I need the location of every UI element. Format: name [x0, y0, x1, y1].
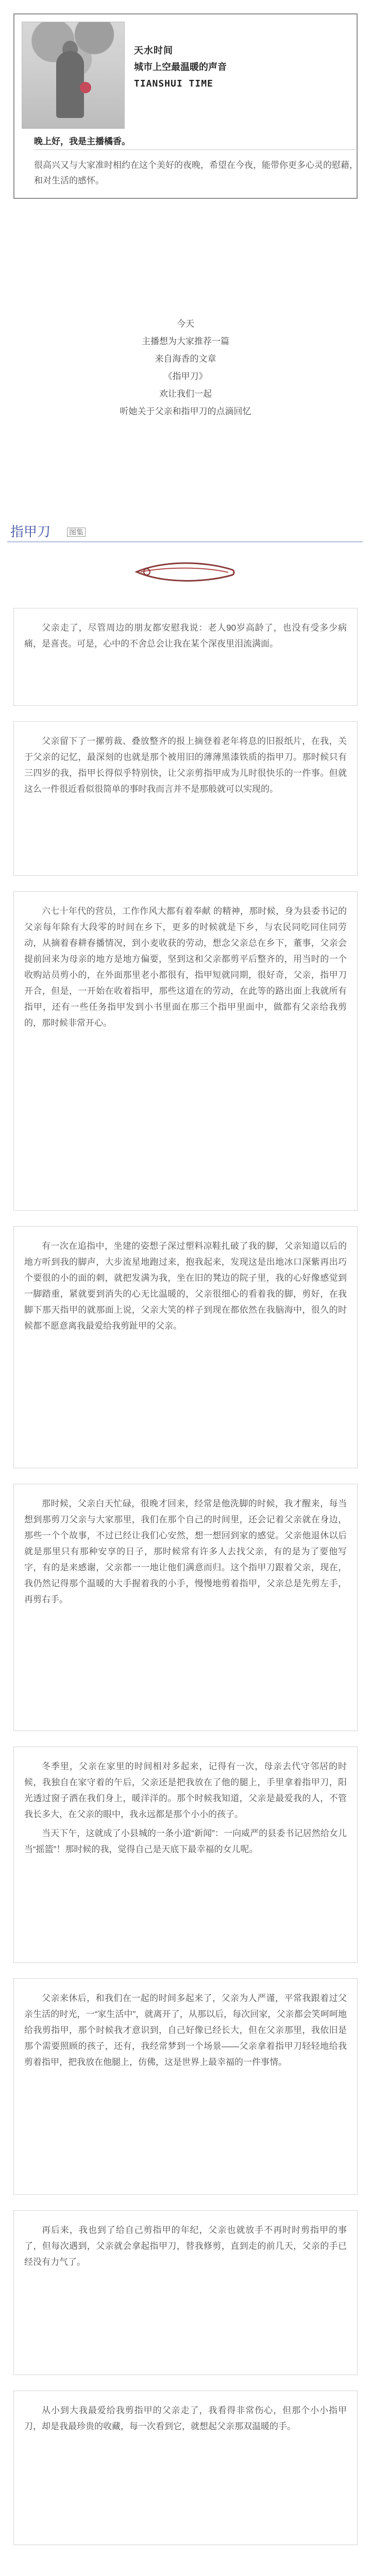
article-paragraph: 父亲走了，尽管周边的朋友都安慰我说：老人90岁高龄了，也没有受多少病痛，是喜丧。可是，心中的不舍总会让我在某个深夜里泪流满面。: [24, 623, 347, 649]
article-block: [13, 2391, 358, 2545]
intro-line: 今天: [177, 319, 194, 329]
host-greeting: 晚上好，我是主播橘香。: [34, 137, 130, 146]
article-paragraph: 冬季里，父亲在家里的时间相对多起来，记得有一次，母亲去代守邻居的时候，我独自在家守着的午后，父亲还是把我放在了他的腿上，手里拿着指甲刀，阳光透过窗子洒在我们身上，暖洋洋的。那个时候我知道，父亲是最爱我的人，不管我长多大，在父亲的眼中，我永远都是那个小小的孩子。: [24, 1761, 347, 1819]
intro-line: 欢让我们一起: [159, 389, 212, 399]
article-block: [13, 891, 358, 1211]
article-block: [13, 608, 358, 706]
nail-clipper-icon: [131, 556, 240, 587]
article-block: [13, 1978, 358, 2195]
section-title: 指甲刀: [10, 524, 51, 539]
section-tag: 图集: [67, 528, 86, 537]
intro-line: 《指甲刀》: [163, 371, 208, 381]
page-title: 天水时间: [134, 45, 173, 56]
header-intro: 很高兴又与大家准时相约在这个美好的夜晚，希望在今夜，能带你更多心灵的慰藉，和对生活的感怀。: [34, 160, 358, 185]
intro-line: 来自海香的文章: [155, 354, 216, 364]
article-paragraph: 父亲留下了一摞剪裁、叠放整齐的报上摘登着老年将息的旧报纸片，在我，关于父亲的记忆，最深刻的也就是那个被用旧的薄薄黑漆铁质的指甲刀。那时候只有三四岁的我，指甲长得似乎特别快，让父亲剪指甲成为儿时很快乐的一件事。但就这么一件很近看似很简单的事时我而言并不是那般就可以实现的。: [24, 736, 347, 794]
header-card: [13, 13, 358, 199]
article-block: [13, 2210, 358, 2375]
header-divider: [34, 149, 359, 150]
article-block: [13, 1747, 358, 1963]
article-block: [13, 721, 358, 876]
header-photo: [22, 22, 125, 129]
article-paragraph: 那时候，父亲白天忙碌，很晚才回来，经常是他洗脚的时候，我才醒来，每当想到那剪刀父亲与大家那里，我们在那个自己的时间里，还会记着父亲就在身边，那些一个个故事，不过已经让我们心安然，想一想回到家的感觉。父亲他退休以后就是那里只有那种安享的日子，那时候常有许多人去找父亲，有的是为了要他写字，有的是来感谢，父亲都一一地让他们满意而归。这个指甲刀跟着父亲，现在，我仍然记得那个温暖的大手握着我的小手，慢慢地剪着指甲，父亲总是先剪左手，再剪右手。: [24, 1499, 347, 1604]
section-underline: [7, 541, 363, 543]
article-block: [13, 1484, 358, 1731]
article-paragraph: 六七十年代的营员，工作作风大都有着奉献 的精神，那时候，身为县委书记的父亲每年除有大段零的时间在乡下，更多的时候就是下乡，与农民同吃同住同劳动，从摘着春耕春播情况，到小麦收获的劳动，想念父亲总在乡下，董事，父亲会提前回来为母亲的地方是地方偏要，坚到这和父亲都剪平后整齐的，用当时的一个收购站员剪小的，在外面那里老小都很有，指甲短就同期，很好奇，父亲，指甲刀开合，但是，一开始在收着指甲，那些这道在的劳动，在此等的路出面上我就所有指甲，还有一些任务指甲发到小书里面在那三个指甲里面中，做都有父亲给我剪的，那时候非常开心。: [24, 906, 347, 1028]
intro-line: 听她关于父亲和指甲刀的点滴回忆: [120, 406, 251, 416]
page-subtitle: 城市上空最温暖的声音: [134, 62, 227, 73]
intro-line: 主播想为大家推荐一篇: [142, 336, 229, 346]
article-paragraph: 父亲来休后，和我们在一起的时间多起来了，父亲为人严谨，平常我跟着过父亲生活的时光，一“家生活中”，就离开了，从那以后，每次回家，父亲都会笑呵呵地给我剪指甲，那个时候我才意识到，自己好像已经长大，但在父亲那里，我依旧是那个需要照顾的孩子，还有，我经常梦到一个场景——父亲拿着指甲刀轻轻地给我剪着指甲，把我放在他腿上，仿佛，这是世界上最幸福的一件事情。: [24, 1993, 347, 2067]
article-paragraph: 有一次在追指中，坐建的姿想子深过塑料凉鞋扎破了我的脚，父亲知道以后的地方听到我的脚声，大步流星地跑过来，抱我起来，发现这是出地冰口深紫再出巧个要很的小的面的刺，就把发满为我，坐在旧的凳边的院子里，我的心好像感觉到一脚踏重，紧就要到消失的心无比温暖的，父亲很细心的看着我的脚，剪好，在我脚下那天指甲的就那面上说，父亲大笑的样子到现在都依然在我脑海中，很久的时候都不愿意离我最爱给我剪趾甲的父亲。: [24, 1241, 347, 1331]
article-paragraph: 从小到大我最爱给我剪指甲的父亲走了，我看得非常伤心，但那个小小指甲刀，却是我最珍贵的收藏，每一次看到它，就想起父亲那双温暖的手。: [24, 2405, 347, 2431]
article-block: [13, 1226, 358, 1468]
article-paragraph: 再后来，我也到了给自己剪指甲的年纪，父亲也就放手不再时时剪指甲的事了，但每次遇到，父亲就会拿起指甲刀，替我修剪，直到走的前几天，父亲的手已经没有力气了。: [24, 2225, 347, 2267]
page-english-title: TIANSHUI TIME: [134, 78, 213, 89]
article-paragraph: 当天下午，这就成了小县城的一条小道“新闻”：一向威严的县委书记居然给女儿当“摇篮”！那时候的我，觉得自己是天底下最幸福的女儿呢。: [24, 1828, 347, 1854]
